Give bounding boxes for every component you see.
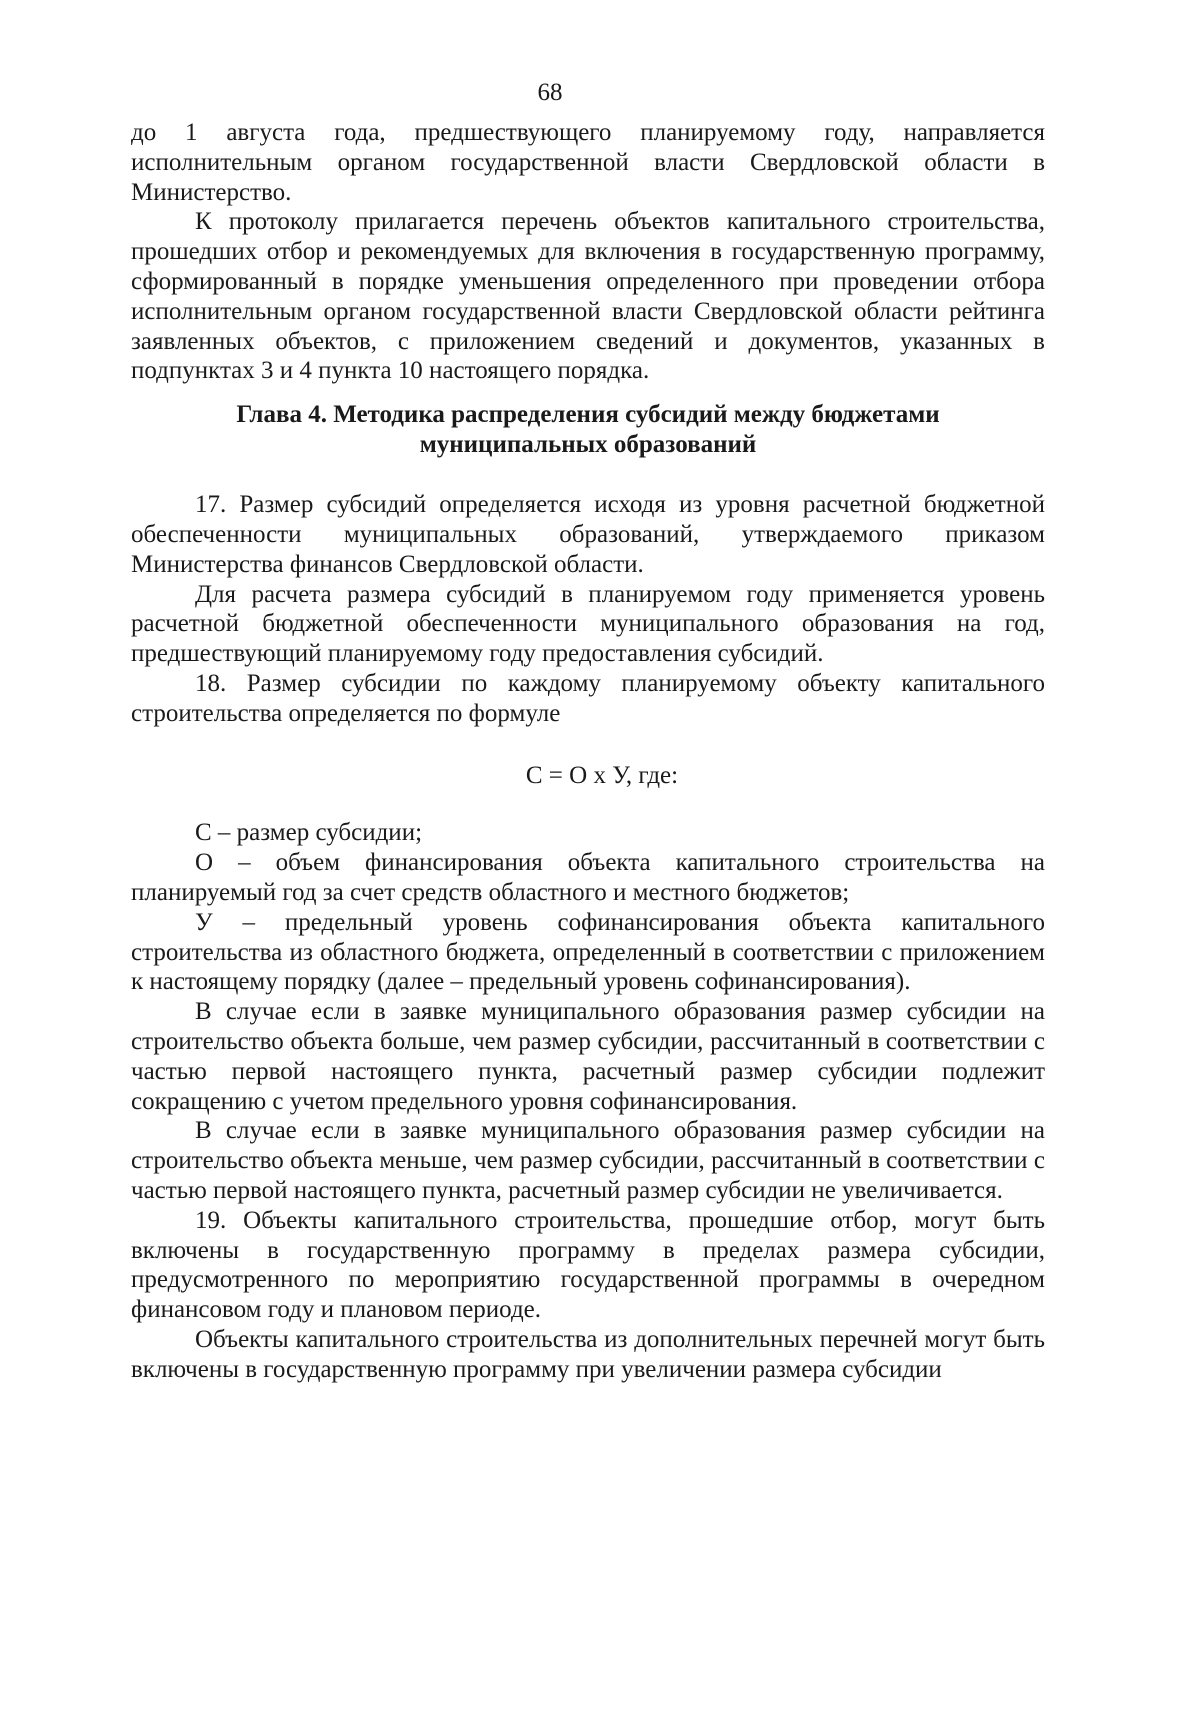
paragraph-subsidy-less: В случае если в заявке муниципального образования размер субсидии на строительство объекта меньше, чем размер субсидии, рассчитанный в соответствии с частью первой настоящего пункта, расчетный размер субсидии не увеличивается.: [131, 1117, 1045, 1204]
formula: С = О х У, где:: [525, 761, 679, 789]
page-number: 68: [537, 79, 563, 106]
paragraph-19: 19. Объекты капитального строительства, прошедшие отбор, могут быть включены в государственную программу в пределах размера субсидии, предусмотренного по мероприятию государственной программы в очередном финансовом году и плановом периоде.: [131, 1206, 1045, 1324]
paragraph-subsidy-greater: В случае если в заявке муниципального образования размер субсидии на строительство объекта больше, чем размер субсидии, рассчитанный в соответствии с частью первой настоящего пункта, расчетный размер субсидии подлежит сокращению с учетом предельного уровня софинансирования.: [131, 998, 1045, 1115]
paragraph-17: 17. Размер субсидий определяется исходя из уровня расчетной бюджетной обеспеченности муниципальных образований, утверждаемого приказом Министерства финансов Свердловской области.: [131, 491, 1045, 578]
paragraph-protocol-attachment: К протоколу прилагается перечень объектов капитального строительства, прошедших отбор и рекомендуемых для включения в государственную программу, сформированный в порядке уменьшения определенного при проведении отбора исполнительным органом государственной власти Свердловской области рейтинга заявленных объектов, с приложением сведений и документов, указанных в подпунктах 3 и 4 пункта 10 настоящего порядка.: [131, 208, 1045, 385]
document-body: [131, 118, 1045, 1384]
chapter-heading-line-2: муниципальных образований: [419, 431, 757, 459]
chapter-heading: [131, 400, 1045, 460]
paragraph-calculation-level: Для расчета размера субсидий в планируемом году применяется уровень расчетной бюджетной обеспеченности муниципального образования на год, предшествующий планируемому году предоставления субсидий.: [131, 580, 1045, 668]
definition-c: С – размер субсидии;: [195, 819, 423, 847]
definition-u: У – предельный уровень софинансирования объекта капитального строительства из областного бюджета, определенный в соответствии с приложением к настоящему порядку (далее – предельный уровень софинансирования).: [131, 908, 1045, 996]
paragraph-18: 18. Размер субсидии по каждому планируемому объекту капитального строительства определяется по формуле: [131, 669, 1045, 727]
paragraph-continuation: до 1 августа года, предшествующего планируемому году, направляется исполнительным органом государственной власти Свердловской области в Министерство.: [131, 119, 1045, 206]
chapter-heading-line-1: Глава 4. Методика распределения субсидий между бюджетами: [236, 401, 940, 429]
paragraph-additional-lists: Объекты капитального строительства из дополнительных перечней могут быть включены в государственную программу при увеличении размера субсидии: [131, 1325, 1045, 1383]
definition-o: О – объем финансирования объекта капитального строительства на планируемый год за счет средств областного и местного бюджетов;: [131, 849, 1045, 906]
